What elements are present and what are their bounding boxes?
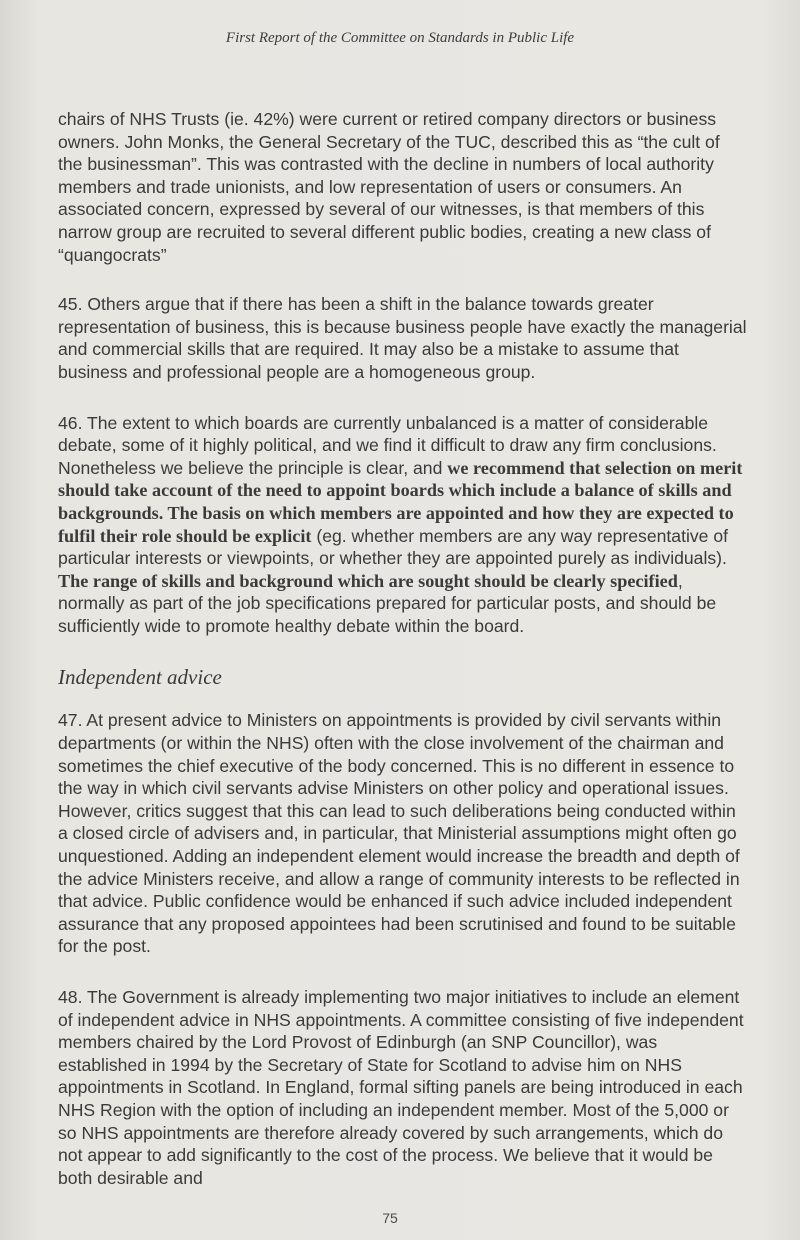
recommendation-bold-2: The range of skills and background which are sought should be clearly specified — [58, 570, 678, 591]
section-heading-independent-advice: Independent advice — [58, 665, 222, 690]
paragraph-48: 48. The Government is already implementing two major initiatives to include an element of independent advice in NHS appointments. A committee consisting of five independent members chaired by the Lord Provost of Edinburgh (an SNP Councillor), was established in 1994 by the Secretary of State for Scotland to advise him on NHS appointments in Scotland. In England, formal sifting panels are being introduced in each NHS Region with the option of including an independent member. Most of the 5,000 or so NHS appointments are therefore already covered by such arrangements, which do not appear to add significantly to the cost of the process. We believe that it would be both desirable and — [58, 987, 744, 1188]
paragraph-47: 47. At present advice to Ministers on appointments is provided by civil servants within departments (or within the NHS) often with the close involvement of the chairman and sometimes the chief executive of the body concerned. This is no different in essence to the way in which civil servants advise Ministers on other policy and operational issues. However, critics suggest that this can lead to such deliberations being conducted within a closed circle of advisers and, in particular, that Ministerial assumptions might often go unquestioned. Adding an independent element would increase the breadth and depth of the advice Ministers receive, and allow a range of community interests to be reflected in that advice. Public confidence would be enhanced if such advice included independent assurance that any proposed appointees had been scrutinised and found to be suitable for the post. — [58, 710, 740, 957]
paragraph-46-text-1: 46. The extent to which boards are currently unbalanced is a matter of considerable debate, some of it highly political, and we find it difficult to draw any firm conclusions. Nonetheless we believe the principle is clear, and — [58, 412, 717, 478]
paragraph-46-text-2: (eg. whether members are any way representative of particular interests or viewpoints, or whether they are appointed purely as individuals). — [58, 525, 729, 569]
paragraph-46-text-3: , normally as part of the job specifications prepared for particular posts, and should be sufficiently wide to promote healthy debate within the board. — [58, 570, 717, 636]
recommendation-bold-1: we recommend that selection on merit should take account of the need to appoint boards which include a balance of skills and backgrounds. The basis on which members are appointed and how they are expected to fulfil their role should be explicit — [58, 457, 743, 546]
body-text — [58, 108, 748, 1217]
running-header: First Report of the Committee on Standards in Public Life — [225, 30, 575, 46]
paragraph-46 — [58, 412, 748, 638]
paragraph-45: 45. Others argue that if there has been a shift in the balance towards greater representation of business, this is because business people have exactly the managerial and commercial skills that are required. It may also be a mistake to assume that business and professional people are a homogeneous group. — [58, 294, 747, 382]
page-number: 75 — [382, 1210, 398, 1226]
paragraph-44-continued: chairs of NHS Trusts (ie. 42%) were current or retired company directors or business owners. John Monks, the General Secretary of the TUC, described this as “the cult of the businessman”. This was contrasted with the decline in numbers of local authority members and trade unionists, and low representation of users or consumers. An associated concern, expressed by several of our witnesses, is that members of this narrow group are recruited to several different public bodies, creating a new class of “quangocrats” — [58, 109, 720, 265]
